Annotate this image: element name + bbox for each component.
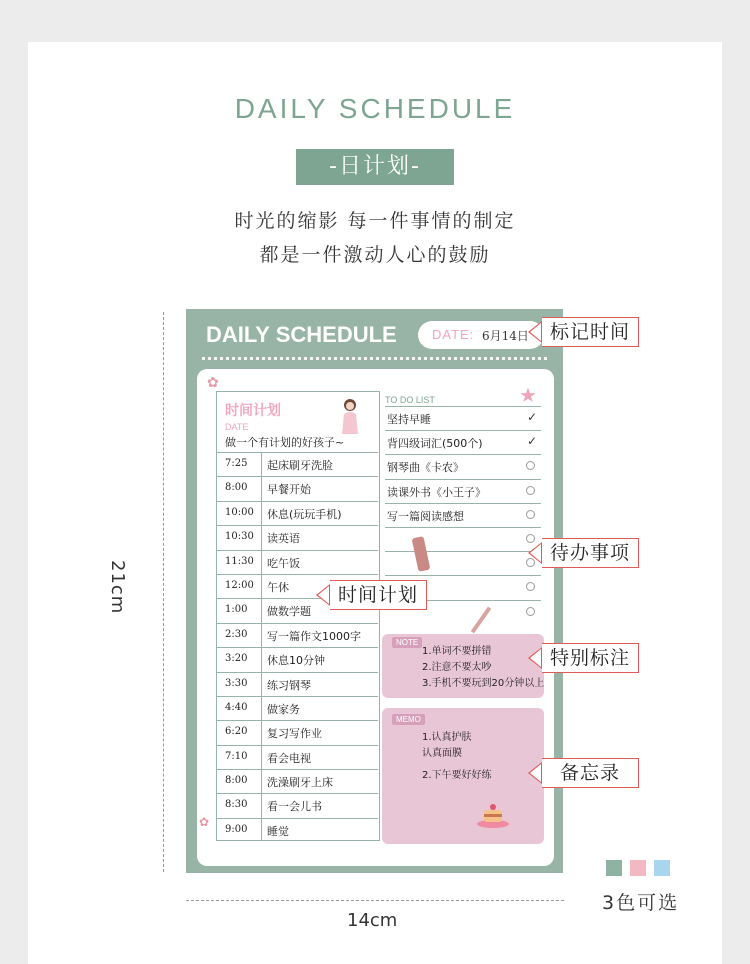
circle-icon xyxy=(526,510,535,519)
circle-icon xyxy=(526,461,535,470)
time-plan-section xyxy=(216,391,380,841)
dotted-divider xyxy=(202,357,547,360)
schedule-time: 11:30 xyxy=(225,555,254,567)
memo-line: 1.认真护肤 xyxy=(422,732,472,743)
schedule-time: 2:30 xyxy=(225,628,248,640)
todo-item xyxy=(385,527,541,551)
schedule-time: 12:00 xyxy=(225,579,254,591)
colors-label: 3色可选 xyxy=(602,892,680,914)
todo-text: 读课外书《小王子》 xyxy=(387,485,486,499)
schedule-row xyxy=(217,501,378,525)
memo-line: 2.下午要好好练 xyxy=(422,770,492,781)
schedule-time: 3:30 xyxy=(225,677,248,689)
circle-icon xyxy=(526,607,535,616)
todo-text: 背四级词汇(500个) xyxy=(387,437,483,451)
schedule-row xyxy=(217,696,378,720)
callout-todo xyxy=(528,538,639,568)
schedule-task: 做数学题 xyxy=(267,605,311,619)
todo-item xyxy=(385,430,541,454)
pad-title: DAILY SCHEDULE xyxy=(206,322,397,347)
schedule-row xyxy=(217,476,378,500)
circle-icon xyxy=(526,582,535,591)
todo-item xyxy=(385,551,541,575)
schedule-row xyxy=(217,525,378,549)
tagline-line-2: 都是一件激动人心的鼓励 xyxy=(259,244,491,266)
schedule-time: 7:10 xyxy=(225,750,248,762)
note-line: 2.注意不要太吵 xyxy=(422,662,492,673)
schedule-task: 复习写作业 xyxy=(267,727,322,741)
date-box xyxy=(418,321,544,349)
width-dimension-line xyxy=(186,900,564,901)
memo-section xyxy=(382,708,544,844)
schedule-time: 8:30 xyxy=(225,799,248,811)
schedule-task: 写一篇作文1000字 xyxy=(267,629,361,643)
cake-icon xyxy=(476,798,510,828)
schedule-task: 起床刷牙洗脸 xyxy=(267,459,333,472)
todo-text: 钢琴曲《卡农》 xyxy=(387,461,464,475)
height-dimension-line xyxy=(163,312,164,872)
callout-memo-label: 备忘录 xyxy=(542,758,639,788)
schedule-row xyxy=(217,720,378,744)
schedule-task: 睡觉 xyxy=(267,824,289,838)
schedule-time: 8:00 xyxy=(225,482,248,494)
schedule-task: 看会电视 xyxy=(267,751,311,765)
schedule-row xyxy=(217,672,378,696)
note-tag: NOTE xyxy=(392,637,422,648)
note-line: 1.单词不要拼错 xyxy=(422,646,492,657)
schedule-time: 9:00 xyxy=(225,823,248,835)
schedule-time: 8:00 xyxy=(225,775,248,787)
time-plan-rows xyxy=(217,452,378,842)
schedule-row xyxy=(217,647,378,671)
schedule-task: 早餐开始 xyxy=(267,483,311,497)
schedule-row xyxy=(217,793,378,817)
schedule-row xyxy=(217,745,378,769)
todo-text: 写一篇阅读感想 xyxy=(387,509,464,523)
schedule-time: 3:20 xyxy=(225,653,248,665)
time-plan-date-label: DATE xyxy=(225,422,249,432)
schedule-time: 7:25 xyxy=(225,458,248,469)
schedule-row xyxy=(217,769,378,793)
schedule-row xyxy=(217,623,378,647)
height-dimension-label: 21cm xyxy=(107,560,128,615)
todo-heading: TO DO LIST xyxy=(385,395,435,405)
schedule-task: 洗澡刷牙上床 xyxy=(267,776,333,790)
todo-text: 坚持早睡 xyxy=(387,413,431,426)
schedule-task: 吃午饭 xyxy=(267,556,300,570)
pad-inner-sheet xyxy=(197,369,554,866)
circle-icon xyxy=(526,486,535,495)
schedule-task: 休息10分钟 xyxy=(267,654,325,668)
color-swatches xyxy=(606,860,670,876)
check-icon: ✓ xyxy=(526,434,537,449)
subtitle-chip: -日计划- xyxy=(296,149,454,185)
callout-todo-label: 待办事项 xyxy=(542,538,639,568)
color-swatch[interactable] xyxy=(606,860,622,876)
todo-item xyxy=(385,479,541,503)
star-icon: ★ xyxy=(519,383,537,407)
schedule-task: 做家务 xyxy=(267,702,300,716)
schedule-row xyxy=(217,452,378,476)
width-dimension-label: 14cm xyxy=(347,910,398,931)
schedule-task: 看一会儿书 xyxy=(267,800,322,814)
flower-icon: ✿ xyxy=(199,815,210,829)
callout-date-label: 标记时间 xyxy=(542,317,639,347)
schedule-row xyxy=(217,550,378,574)
callout-memo xyxy=(528,758,639,788)
flower-icon: ✿ xyxy=(207,375,219,391)
schedule-time: 6:20 xyxy=(225,726,248,738)
time-plan-heading: 时间计划 xyxy=(225,403,281,419)
schedule-task: 午休 xyxy=(267,580,289,594)
schedule-time: 10:30 xyxy=(225,531,254,543)
todo-item xyxy=(385,406,541,430)
schedule-row xyxy=(217,818,378,842)
memo-line: 认真面膜 xyxy=(422,748,462,759)
callout-schedule xyxy=(316,580,427,610)
schedule-time: 10:00 xyxy=(225,506,254,518)
girl-illustration-icon xyxy=(339,398,361,436)
callout-schedule-label: 时间计划 xyxy=(330,580,427,610)
schedule-task: 读英语 xyxy=(267,532,300,546)
date-value: 6月14日 xyxy=(482,329,529,343)
tagline-line-1: 时光的缩影 每一件事情的制定 xyxy=(234,210,516,232)
memo-tag: MEMO xyxy=(392,714,425,725)
callout-note-label: 特别标注 xyxy=(542,643,639,673)
schedule-task: 练习钢琴 xyxy=(267,678,311,692)
todo-item xyxy=(385,454,541,478)
color-swatch[interactable] xyxy=(630,860,646,876)
todo-item xyxy=(385,503,541,527)
schedule-task: 休息(玩玩手机) xyxy=(267,507,342,521)
schedule-time: 1:00 xyxy=(225,604,248,616)
callout-date xyxy=(528,317,639,347)
hero-title: DAILY SCHEDULE xyxy=(234,93,516,124)
note-line: 3.手机不要玩到20分钟以上 xyxy=(422,678,545,689)
date-label: DATE: xyxy=(432,327,475,342)
note-section xyxy=(382,634,544,698)
check-icon: ✓ xyxy=(526,410,537,424)
color-swatch[interactable] xyxy=(654,860,670,876)
time-plan-note: 做一个有计划的好孩子~ xyxy=(225,436,345,449)
schedule-time: 4:40 xyxy=(225,701,248,713)
callout-note xyxy=(528,643,639,673)
